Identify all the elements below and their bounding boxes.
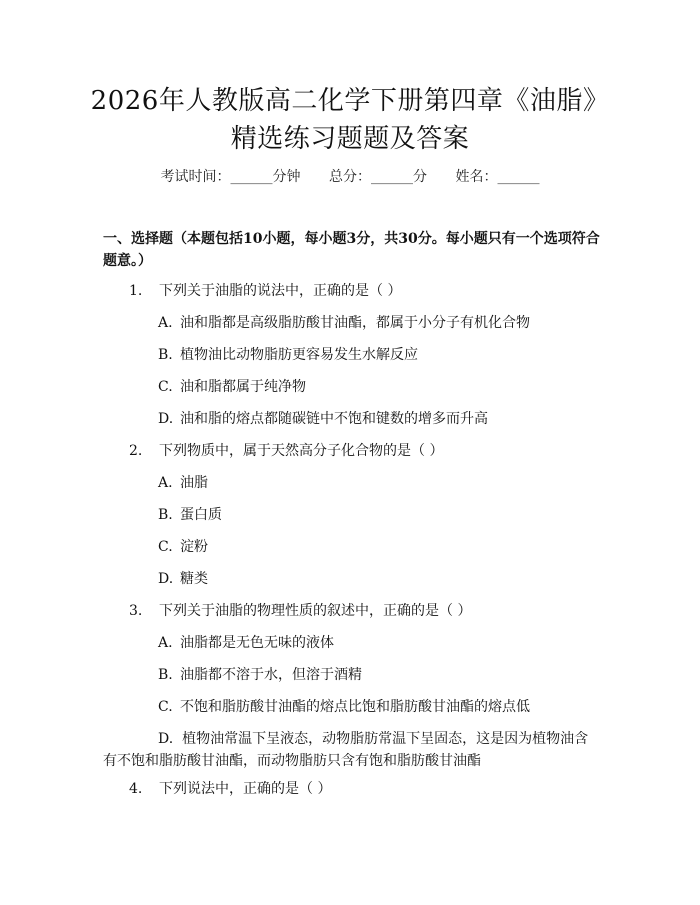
option-3b bbox=[158, 664, 598, 686]
title-line-1: 2026年人教版高二化学下册第四章《油脂》 bbox=[90, 86, 610, 116]
question-text: 下列关于油脂的物理性质的叙述中，正确的是（ ） bbox=[159, 603, 472, 619]
option-letter: B. bbox=[158, 507, 173, 523]
option-2d bbox=[158, 568, 598, 590]
question-2 bbox=[129, 440, 599, 462]
option-letter: D. bbox=[158, 731, 174, 747]
question-number: 2. bbox=[129, 443, 143, 459]
option-letter: B. bbox=[158, 667, 173, 683]
question-text: 下列说法中，正确的是（ ） bbox=[159, 781, 332, 797]
option-text: 糖类 bbox=[180, 571, 208, 587]
option-text: 植物油比动物脂肪更容易发生水解反应 bbox=[180, 347, 418, 363]
option-text: 植物油常温下呈液态，动物脂肪常温下呈固态，这是因为植物油含有不饱和脂肪酸甘油酯，而动物脂肪只含有饱和脂肪酸甘油酯 bbox=[103, 731, 589, 769]
option-2c bbox=[158, 536, 598, 558]
question-number: 4. bbox=[129, 781, 143, 797]
option-text: 油脂都是无色无味的液体 bbox=[180, 635, 334, 651]
option-text: 油和脂都是高级脂肪酸甘油酯，都属于小分子有机化合物 bbox=[180, 315, 530, 331]
exam-time: 考试时间：______分钟 bbox=[160, 169, 301, 185]
option-text: 油和脂都属于纯净物 bbox=[180, 379, 306, 395]
section-heading: 一、选择题（本题包括10小题，每小题3分，共30分。每小题只有一个选项符合题意。） bbox=[103, 231, 600, 269]
option-letter: A. bbox=[158, 315, 173, 331]
question-text: 下列物质中，属于天然高分子化合物的是（ ） bbox=[159, 443, 444, 459]
option-letter: C. bbox=[158, 539, 173, 555]
option-letter: B. bbox=[158, 347, 173, 363]
option-letter: C. bbox=[158, 379, 173, 395]
question-text: 下列关于油脂的说法中，正确的是（ ） bbox=[159, 283, 402, 299]
exam-info bbox=[0, 166, 700, 188]
document-title bbox=[40, 82, 660, 158]
student-name: 姓名：______ bbox=[455, 169, 540, 185]
option-letter: D. bbox=[158, 571, 174, 587]
option-3a bbox=[158, 632, 598, 654]
question-number: 1. bbox=[129, 283, 143, 299]
option-text: 不饱和脂肪酸甘油酯的熔点比饱和脂肪酸甘油酯的熔点低 bbox=[180, 699, 530, 715]
title-line-2: 精选练习题题及答案 bbox=[230, 124, 470, 154]
question-1 bbox=[129, 280, 599, 302]
option-text: 淀粉 bbox=[180, 539, 208, 555]
option-text: 油脂 bbox=[180, 475, 208, 491]
option-text: 油和脂的熔点都随碳链中不饱和键数的增多而升高 bbox=[180, 411, 488, 427]
option-letter: C. bbox=[158, 699, 173, 715]
option-1d bbox=[158, 408, 598, 430]
question-number: 3. bbox=[129, 603, 143, 619]
option-letter: D. bbox=[158, 411, 174, 427]
option-1c bbox=[158, 376, 598, 398]
option-3c bbox=[158, 696, 598, 718]
option-3d bbox=[103, 728, 599, 772]
option-1a bbox=[158, 312, 598, 334]
option-letter: A. bbox=[158, 475, 173, 491]
option-letter: A. bbox=[158, 635, 173, 651]
option-text: 蛋白质 bbox=[180, 507, 222, 523]
option-1b bbox=[158, 344, 598, 366]
option-text: 油脂都不溶于水，但溶于酒精 bbox=[180, 667, 362, 683]
question-3 bbox=[129, 600, 599, 622]
exam-score: 总分：______分 bbox=[329, 169, 427, 185]
option-2a bbox=[158, 472, 598, 494]
question-4 bbox=[129, 778, 599, 800]
option-2b bbox=[158, 504, 598, 526]
